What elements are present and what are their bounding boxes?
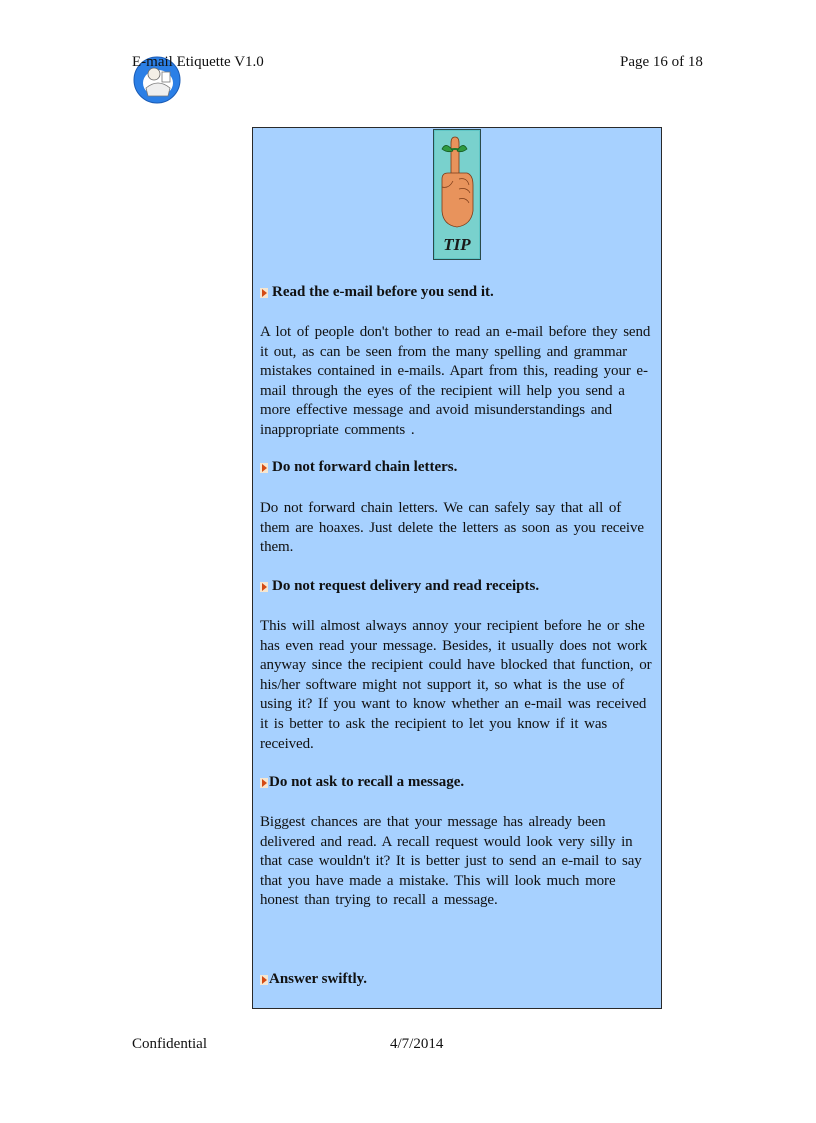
section-title: Answer swiftly. — [260, 971, 367, 988]
section-body: This will almost always annoy your recipient before he or she has even read your message. Besides, it usually does not work anyway since the recipient could have blocked that function, or his/her software might not support it, so what is the use of using it? If you want to know whether an e-mail was received it is better to ask the recipient to let you know if it was received. — [260, 618, 652, 752]
section-body: A lot of people don't bother to read an e-mail before they send it out, as can be seen from the many spelling and grammar mistakes contained in e-mails. Apart from this, reading your e-mail through the eyes of the recipient will help you send a more effective message and avoid misunderstandings and inappropriate comments . — [260, 324, 651, 438]
bullet-arrow-icon — [260, 463, 268, 473]
page-number: Page 16 of 18 — [620, 54, 703, 70]
section-title: Do not request delivery and read receipts. — [260, 578, 539, 595]
section-body: Do not forward chain letters. We can safely say that all of them are hoaxes. Just delete the letters as soon as you receive them. — [260, 500, 644, 556]
footer-confidential: Confidential — [132, 1036, 207, 1052]
bullet-arrow-icon — [260, 778, 268, 788]
bullet-arrow-icon — [260, 288, 268, 298]
footer-date: 4/7/2014 — [390, 1036, 444, 1052]
document-title: E-mail Etiquette V1.0 — [132, 54, 264, 70]
bullet-arrow-icon — [260, 975, 268, 985]
section-title: Read the e-mail before you send it. — [260, 284, 494, 301]
tip-box — [252, 127, 662, 1009]
bullet-arrow-icon — [260, 582, 268, 592]
tip-label: TIP — [443, 235, 471, 254]
section-title: Do not forward chain letters. — [260, 459, 457, 476]
section-body: Biggest chances are that your message has already been delivered and read. A recall request would look very silly in that case wouldn't it? It is better just to send an e-mail to say that you have made a mistake. This will look much more honest than trying to recall a message. — [260, 814, 642, 909]
tip-hand-icon — [433, 129, 481, 260]
section-title: Do not ask to recall a message. — [260, 774, 464, 791]
